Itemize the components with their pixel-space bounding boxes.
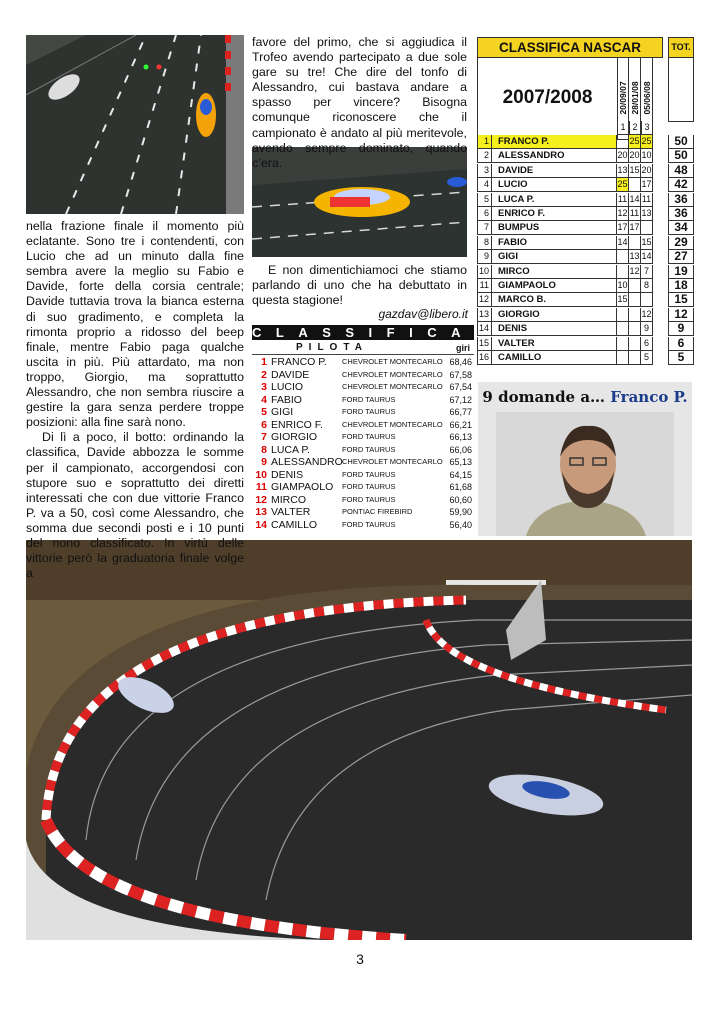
article-column-2-top xyxy=(252,35,467,171)
standings-rank: 2 xyxy=(477,149,492,163)
race-points: 6 xyxy=(641,337,653,351)
laps: 61,68 xyxy=(449,482,472,492)
standings-rank: 1 xyxy=(477,135,492,149)
standings-rank: 5 xyxy=(477,193,492,207)
driver-name: FRANCO P. xyxy=(271,356,327,368)
standings-rank: 9 xyxy=(477,250,492,264)
standings-driver: LUCA P. xyxy=(492,193,617,207)
race-classification-header xyxy=(252,340,474,355)
race-points: 12 xyxy=(629,265,641,279)
race-number: 1 xyxy=(617,121,629,135)
laps: 66,77 xyxy=(449,407,472,417)
car-model: CHEVROLET MONTECARLO xyxy=(342,457,443,466)
standings-rank: 7 xyxy=(477,221,492,235)
position: 10 xyxy=(255,468,267,481)
classification-row xyxy=(252,431,474,444)
race-date: 20/09/07 xyxy=(617,57,629,140)
classification-row xyxy=(252,456,474,469)
race-points xyxy=(629,178,641,192)
standings-driver: MIRCO xyxy=(492,265,617,279)
race-points: 10 xyxy=(617,279,629,293)
race-points xyxy=(629,308,641,322)
article-column-1 xyxy=(26,219,244,581)
standings-total: 50 xyxy=(668,149,694,163)
race-points: 10 xyxy=(641,149,653,163)
race-points xyxy=(617,337,629,351)
column-giri: giri xyxy=(455,343,470,353)
car-model: CHEVROLET MONTECARLO xyxy=(342,382,443,391)
race-points: 5 xyxy=(641,351,653,365)
car-model: CHEVROLET MONTECARLO xyxy=(342,419,443,429)
column-pilota: PILOTA xyxy=(296,342,368,353)
race-points: 15 xyxy=(641,236,653,250)
race-points xyxy=(629,236,641,250)
standings-total: 36 xyxy=(668,207,694,221)
car-model: FORD TAURUS xyxy=(342,394,396,404)
race-points: 11 xyxy=(641,193,653,207)
standings-total: 29 xyxy=(668,236,694,250)
car-model: FORD TAURUS xyxy=(342,432,396,441)
laps: 59,90 xyxy=(449,507,472,517)
position: 14 xyxy=(255,518,267,531)
laps: 67,12 xyxy=(449,394,472,405)
standings-total: 42 xyxy=(668,178,694,192)
car-model: PONTIAC FIREBIRD xyxy=(342,507,413,516)
driver-name: GIAMPAOLO xyxy=(271,481,334,493)
driver-name: CAMILLO xyxy=(271,518,318,531)
standings-total: 19 xyxy=(668,265,694,279)
classification-row xyxy=(252,394,474,407)
standings-total: 5 xyxy=(668,351,694,365)
driver-name: LUCIO xyxy=(271,381,304,393)
standings-rank: 8 xyxy=(477,236,492,250)
standings-total: 6 xyxy=(668,337,694,351)
nine-questions-prefix: 9 domande a… xyxy=(482,388,606,406)
standings-driver: DENIS xyxy=(492,322,617,336)
car-model: CHEVROLET MONTECARLO xyxy=(342,357,443,366)
laps: 60,60 xyxy=(449,494,472,505)
article-column-2-bottom xyxy=(252,263,467,308)
standings-driver: FRANCO P. xyxy=(492,135,617,149)
standings-rank: 14 xyxy=(477,322,492,336)
race-points: 20 xyxy=(629,149,641,163)
standings-driver: CAMILLO xyxy=(492,351,617,365)
position: 6 xyxy=(261,418,267,431)
race-points: 15 xyxy=(629,164,641,178)
race-points: 17 xyxy=(641,178,653,192)
standings-driver: GIORGIO xyxy=(492,308,617,322)
standings-total: 48 xyxy=(668,164,694,178)
standings-rank: 4 xyxy=(477,178,492,192)
position: 2 xyxy=(261,368,267,381)
race-points xyxy=(629,293,641,307)
standings-total: 27 xyxy=(668,250,694,264)
standings-total: 34 xyxy=(668,221,694,235)
race-points xyxy=(617,322,629,336)
race-date: 05/06/08 xyxy=(641,57,653,140)
standings-driver: FABIO xyxy=(492,236,617,250)
nascar-title: CLASSIFICA NASCAR xyxy=(477,37,663,58)
standings-driver: BUMPUS xyxy=(492,221,617,235)
race-points: 9 xyxy=(641,322,653,336)
classification-row xyxy=(252,381,474,394)
classification-row xyxy=(252,444,474,457)
car-model: FORD TAURUS xyxy=(342,444,396,454)
laps: 66,13 xyxy=(449,432,472,442)
position: 9 xyxy=(261,456,267,468)
position: 13 xyxy=(255,506,267,518)
race-points: 11 xyxy=(617,193,629,207)
laps: 67,58 xyxy=(449,369,472,380)
driver-name: LUCA P. xyxy=(271,443,310,456)
race-points xyxy=(641,221,653,235)
classification-row xyxy=(252,369,474,382)
car-model: CHEVROLET MONTECARLO xyxy=(342,369,443,379)
standings-driver: MARCO B. xyxy=(492,293,617,307)
race-date: 28/01/08 xyxy=(629,57,641,140)
nascar-total-label: TOT. xyxy=(668,37,694,58)
driver-name: VALTER xyxy=(271,506,311,518)
race-points: 11 xyxy=(629,207,641,221)
race-points: 17 xyxy=(629,221,641,235)
race-points xyxy=(629,322,641,336)
driver-name: MIRCO xyxy=(271,493,306,506)
race-points: 14 xyxy=(641,250,653,264)
total-column-header xyxy=(668,57,694,122)
race-points xyxy=(629,337,641,351)
portrait-photo xyxy=(496,412,674,536)
race-points: 15 xyxy=(617,293,629,307)
position: 1 xyxy=(261,356,267,368)
laps: 67,54 xyxy=(449,382,472,392)
classification-row xyxy=(252,494,474,507)
classification-row xyxy=(252,469,474,482)
position: 5 xyxy=(261,406,267,418)
standings-total: 36 xyxy=(668,193,694,207)
race-points: 13 xyxy=(629,250,641,264)
article-paragraph: Di lì a poco, il botto: ordinando la classifica, Davide abbozza le somme per il campionato, accorgendosi con stupore suo e soprattutto dei diretti interessati che con due vittorie Franco P. va a 50, così come Alessandro, che somma due secondi posti e i 10 punti del nono classificato. In virtù delle vittorie però la graduatoria finale volge a xyxy=(26,430,244,581)
standings-rank: 16 xyxy=(477,351,492,365)
standings-total: 18 xyxy=(668,279,694,293)
standings-total: 15 xyxy=(668,293,694,307)
race-points: 25 xyxy=(641,135,653,149)
race-number: 2 xyxy=(629,121,641,135)
race-points xyxy=(617,265,629,279)
classification-row xyxy=(252,506,474,519)
race-points: 13 xyxy=(641,207,653,221)
position: 11 xyxy=(255,481,267,493)
standings-rank: 15 xyxy=(477,337,492,351)
nascar-season: 2007/2008 xyxy=(477,57,618,140)
race-points xyxy=(617,135,629,149)
laps: 68,46 xyxy=(449,357,472,367)
race-number: 3 xyxy=(641,121,653,135)
race-points xyxy=(617,351,629,365)
race-points: 13 xyxy=(617,164,629,178)
race-classification-title: CLASSIFICA xyxy=(252,325,475,340)
laps: 66,06 xyxy=(449,444,472,455)
race-points xyxy=(629,351,641,365)
position: 8 xyxy=(261,443,267,456)
standings-rank: 11 xyxy=(477,279,492,293)
standings-driver: DAVIDE xyxy=(492,164,617,178)
track-photo-bottom xyxy=(26,540,692,940)
standings-rank: 12 xyxy=(477,293,492,307)
driver-name: ENRICO F. xyxy=(271,418,323,431)
standings-total: 50 xyxy=(668,135,694,149)
standings-total: 9 xyxy=(668,322,694,336)
standings-rank: 10 xyxy=(477,265,492,279)
standings-rank: 3 xyxy=(477,164,492,178)
car-model: FORD TAURUS xyxy=(342,482,396,491)
standings-driver: VALTER xyxy=(492,337,617,351)
classification-row xyxy=(252,406,474,419)
car-model: FORD TAURUS xyxy=(342,494,396,504)
laps: 64,15 xyxy=(449,469,472,480)
position: 7 xyxy=(261,431,267,443)
race-points: 20 xyxy=(617,149,629,163)
nine-questions-heading xyxy=(478,388,692,406)
laps: 56,40 xyxy=(449,519,472,530)
classification-row xyxy=(252,519,474,532)
standings-driver: GIAMPAOLO xyxy=(492,279,617,293)
race-points: 20 xyxy=(641,164,653,178)
race-points xyxy=(617,250,629,264)
driver-name: GIORGIO xyxy=(271,431,318,443)
car-model: FORD TAURUS xyxy=(342,469,396,479)
race-points xyxy=(629,279,641,293)
article-paragraph: E non dimentichiamoci che stiamo parlando di uno che ha debuttato in questa stagione! xyxy=(252,263,467,308)
car-model: FORD TAURUS xyxy=(342,519,396,529)
race-points: 17 xyxy=(617,221,629,235)
laps: 66,21 xyxy=(449,419,472,430)
race-points: 14 xyxy=(617,236,629,250)
laps: 65,13 xyxy=(449,457,472,467)
standings-driver: ALESSANDRO xyxy=(492,149,617,163)
article-paragraph: favore del primo, che si aggiudica il Trofeo avendo partecipato a due sole gare su tre! Che dire del tonfo di Alessandro, cui bastava andare a spasso per vincere? Bisogna comunque riconoscere che il campionato è andato al più meritevole, avendo sempre dominato, quando c’era. xyxy=(252,35,467,170)
classification-row xyxy=(252,356,474,369)
article-paragraph: nella frazione finale il momento più eclatante. Sono tre i contendenti, con Lucio che ad un minuto dalla fine sembra avere la meglio su Fabio e Davide, forte della corsia centrale; Davide tuttavia trova la bianca esterna di suo gradimento, e completa la rimonta proprio a ridosso del beep finale, mentre Fabio paga qualche uscita in più. Più attardato, ma non troppo, Giorgio, ma soprattutto Alessandro, che non sembra riuscire a gestire la gara senza perdere troppe posizioni: alla fine sarà nono. xyxy=(26,219,244,430)
nine-questions-name: Franco P. xyxy=(610,388,688,406)
race-points: 14 xyxy=(629,193,641,207)
position: 3 xyxy=(261,381,267,393)
position: 4 xyxy=(261,393,267,406)
race-points: 25 xyxy=(617,178,629,192)
car-model: FORD TAURUS xyxy=(342,407,396,416)
race-points: 12 xyxy=(617,207,629,221)
driver-name: ALESSANDRO xyxy=(271,456,343,468)
driver-name: GIGI xyxy=(271,406,294,418)
nine-questions-box xyxy=(478,382,692,536)
race-points xyxy=(641,293,653,307)
standings-driver: ENRICO F. xyxy=(492,207,617,221)
driver-name: DENIS xyxy=(271,468,304,481)
standings-driver: LUCIO xyxy=(492,178,617,192)
driver-name: DAVIDE xyxy=(271,368,310,381)
position: 12 xyxy=(255,493,267,506)
race-points: 12 xyxy=(641,308,653,322)
driver-name: FABIO xyxy=(271,393,302,406)
race-points: 25 xyxy=(629,135,641,149)
page-number: 3 xyxy=(356,951,364,967)
classification-row xyxy=(252,419,474,432)
race-points xyxy=(617,308,629,322)
classification-row xyxy=(252,481,474,494)
author-email: gazdav@libero.it xyxy=(378,307,468,321)
standings-rank: 6 xyxy=(477,207,492,221)
standings-rank: 13 xyxy=(477,308,492,322)
standings-driver: GIGI xyxy=(492,250,617,264)
standings-total: 12 xyxy=(668,308,694,322)
track-photo-top-left xyxy=(26,35,244,214)
race-points: 7 xyxy=(641,265,653,279)
race-points: 8 xyxy=(641,279,653,293)
